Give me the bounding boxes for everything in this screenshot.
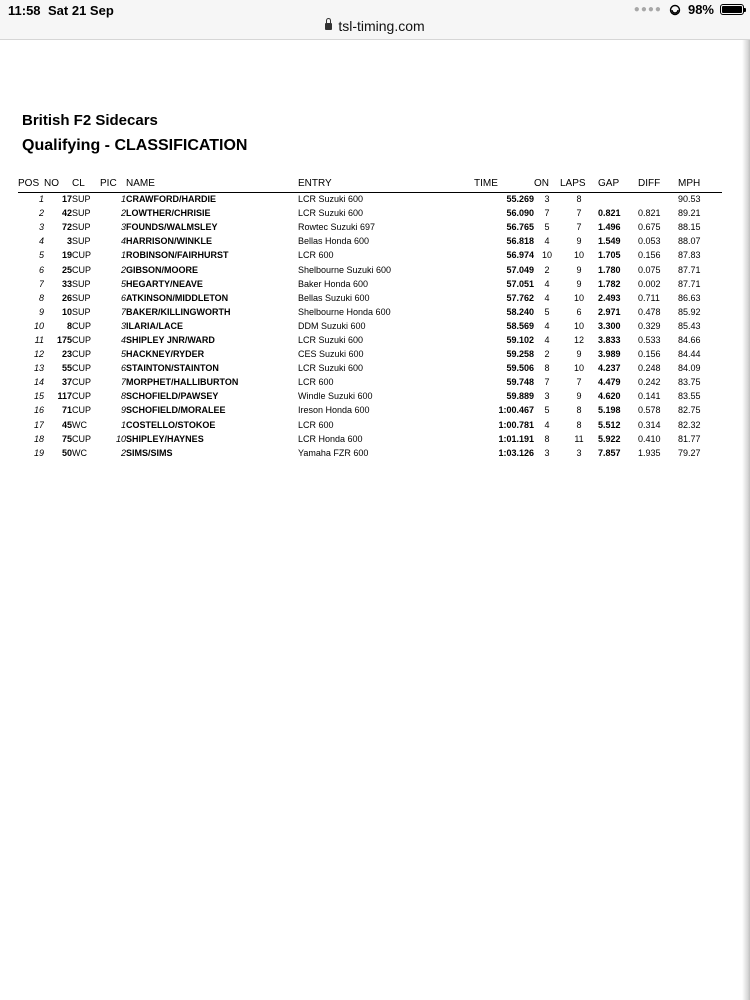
table-row xyxy=(18,347,722,361)
cell-cl: CUP xyxy=(72,349,92,360)
cell-gap xyxy=(598,192,638,206)
cell-entry: LCR 600 xyxy=(298,377,334,388)
cell-mph: 89.21 xyxy=(678,208,701,219)
table-row xyxy=(18,389,722,403)
cell-time: 55.269 xyxy=(506,194,534,205)
cell-pic: 9 xyxy=(120,405,126,416)
cell-cl: SUP xyxy=(72,292,91,303)
cell-pic: 2 xyxy=(120,447,126,458)
cell-gap: 3.833 xyxy=(598,334,621,345)
cell-mph: 83.55 xyxy=(678,391,701,402)
cell-entry: Shelbourne Suzuki 600 xyxy=(298,264,392,275)
cell-name: SCHOFIELD/PAWSEY xyxy=(126,391,219,402)
cell-gap: 1.780 xyxy=(598,264,621,275)
cell-on: 8 xyxy=(544,433,550,444)
table-row xyxy=(18,319,722,333)
cell-name: SHIPLEY JNR/WARD xyxy=(126,334,215,345)
status-time: 11:58 xyxy=(8,3,41,18)
cell-on: 4 xyxy=(544,419,550,430)
col-on: ON xyxy=(534,178,560,192)
cell-time: 59.258 xyxy=(506,349,534,360)
cell-time: 1:03.126 xyxy=(498,447,534,458)
cell-entry: LCR Honda 600 xyxy=(298,433,363,444)
cell-mph: 84.66 xyxy=(678,334,701,345)
cell-no: 42 xyxy=(61,208,72,219)
url-text: tsl-timing.com xyxy=(338,18,425,34)
cell-name: ATKINSON/MIDDLETON xyxy=(126,292,229,303)
table-row xyxy=(18,234,722,248)
cell-diff: 0.002 xyxy=(638,278,661,289)
cell-on: 7 xyxy=(544,208,550,219)
table-header-row xyxy=(18,178,722,192)
cell-name: LOWTHER/CHRISIE xyxy=(126,208,211,219)
address-bar[interactable] xyxy=(0,18,750,34)
cell-pos: 2 xyxy=(38,208,44,219)
table-row xyxy=(18,192,722,206)
cell-pos: 7 xyxy=(38,278,44,289)
cell-mph: 87.71 xyxy=(678,264,701,275)
table-row xyxy=(18,291,722,305)
cell-pos: 4 xyxy=(38,236,44,247)
battery-level xyxy=(722,6,742,13)
cell-entry: LCR Suzuki 600 xyxy=(298,194,364,205)
cell-mph: 85.43 xyxy=(678,320,701,331)
cell-on: 3 xyxy=(544,391,550,402)
col-cl: CL xyxy=(72,178,100,192)
cell-name: ILARIA/LACE xyxy=(126,320,183,331)
cell-cl: SUP xyxy=(72,222,91,233)
cell-on: 5 xyxy=(544,306,550,317)
cell-time: 57.049 xyxy=(506,264,534,275)
cell-time: 56.090 xyxy=(506,208,534,219)
cell-no: 33 xyxy=(61,278,72,289)
cell-pos: 8 xyxy=(38,292,44,303)
battery-percent: 98% xyxy=(687,2,714,17)
cell-time: 57.762 xyxy=(506,292,534,303)
cell-on: 2 xyxy=(544,264,550,275)
cell-gap: 3.300 xyxy=(598,320,621,331)
cell-pic: 5 xyxy=(120,278,126,289)
cell-cl: SUP xyxy=(72,194,91,205)
cell-diff: 0.578 xyxy=(638,405,661,416)
cell-laps: 7 xyxy=(576,377,582,388)
cell-pic: 5 xyxy=(120,349,126,360)
cell-pic: 1 xyxy=(120,419,126,430)
cell-laps: 8 xyxy=(576,194,582,205)
cell-no: 117 xyxy=(57,391,72,402)
cell-entry: Rowtec Suzuki 697 xyxy=(298,222,376,233)
cell-laps: 8 xyxy=(576,419,582,430)
do-not-disturb-icon xyxy=(668,4,682,16)
cell-gap: 1.705 xyxy=(598,250,621,261)
cell-on: 8 xyxy=(544,363,550,374)
cell-name: FOUNDS/WALMSLEY xyxy=(126,222,218,233)
table-row xyxy=(18,403,722,417)
table-row xyxy=(18,305,722,319)
cell-name: CRAWFORD/HARDIE xyxy=(126,194,216,205)
cell-pic: 3 xyxy=(120,320,126,331)
cell-gap: 3.989 xyxy=(598,349,621,360)
cell-time: 59.102 xyxy=(506,334,534,345)
cell-laps: 6 xyxy=(576,306,582,317)
cell-laps: 9 xyxy=(576,278,582,289)
cell-mph: 84.44 xyxy=(678,349,701,360)
cell-mph: 81.77 xyxy=(678,433,701,444)
cell-pos: 3 xyxy=(38,222,44,233)
cell-pos: 10 xyxy=(33,320,44,331)
cell-laps: 10 xyxy=(573,292,584,303)
cell-diff: 0.156 xyxy=(638,349,661,360)
cell-pic: 1 xyxy=(120,194,126,205)
cell-laps: 3 xyxy=(576,447,582,458)
cell-diff: 0.675 xyxy=(638,222,661,233)
cell-name: SCHOFIELD/MORALEE xyxy=(126,405,226,416)
cellular-signal-icon: ●●●● xyxy=(633,4,662,15)
table-row xyxy=(18,432,722,446)
cell-pos: 12 xyxy=(33,349,44,360)
cell-pic: 1 xyxy=(120,250,126,261)
cell-entry: LCR Suzuki 600 xyxy=(298,334,364,345)
cell-no: 10 xyxy=(61,306,72,317)
table-row xyxy=(18,220,722,234)
cell-mph: 84.09 xyxy=(678,363,701,374)
col-pic: PIC xyxy=(100,178,126,192)
cell-time: 56.818 xyxy=(506,236,534,247)
col-time: TIME xyxy=(474,178,534,192)
cell-pic: 4 xyxy=(120,236,126,247)
cell-no: 17 xyxy=(61,194,72,205)
cell-mph: 87.83 xyxy=(678,250,701,261)
cell-no: 19 xyxy=(61,250,72,261)
cell-diff: 0.248 xyxy=(638,363,661,374)
cell-gap: 4.620 xyxy=(598,391,621,402)
cell-entry: Windle Suzuki 600 xyxy=(298,391,373,402)
cell-pos: 11 xyxy=(34,334,44,345)
cell-time: 59.748 xyxy=(506,377,534,388)
cell-time: 56.974 xyxy=(506,250,534,261)
cell-no: 71 xyxy=(61,405,72,416)
cell-gap: 7.857 xyxy=(598,447,621,458)
cell-cl: CUP xyxy=(72,320,92,331)
cell-laps: 9 xyxy=(576,391,582,402)
cell-time: 59.889 xyxy=(506,391,534,402)
cell-entry: LCR Suzuki 600 xyxy=(298,208,364,219)
cell-on: 7 xyxy=(544,377,550,388)
cell-no: 50 xyxy=(61,447,72,458)
cell-diff: 0.533 xyxy=(638,334,661,345)
cell-diff: 0.478 xyxy=(638,306,661,317)
cell-no: 45 xyxy=(61,419,72,430)
cell-on: 5 xyxy=(544,405,550,416)
cell-diff xyxy=(638,192,678,206)
cell-name: HEGARTY/NEAVE xyxy=(126,278,203,289)
table-row xyxy=(18,206,722,220)
col-pos: POS xyxy=(18,178,44,192)
cell-diff: 0.314 xyxy=(638,419,661,430)
cell-gap: 1.782 xyxy=(598,278,621,289)
cell-cl: CUP xyxy=(72,405,92,416)
cell-pos: 14 xyxy=(33,377,44,388)
cell-diff: 0.821 xyxy=(638,208,661,219)
cell-laps: 10 xyxy=(573,250,584,261)
cell-on: 4 xyxy=(544,278,550,289)
cell-pic: 7 xyxy=(120,377,126,388)
cell-no: 72 xyxy=(61,222,72,233)
cell-entry: Bellas Honda 600 xyxy=(298,236,370,247)
cell-name: ROBINSON/FAIRHURST xyxy=(126,250,229,261)
cell-cl: SUP xyxy=(72,208,91,219)
cell-name: GIBSON/MOORE xyxy=(126,264,199,275)
cell-gap: 1.549 xyxy=(598,236,621,247)
cell-diff: 0.242 xyxy=(638,377,661,388)
cell-mph: 87.71 xyxy=(678,278,701,289)
cell-no: 26 xyxy=(61,292,72,303)
status-date: Sat 21 Sep xyxy=(48,3,114,18)
cell-time: 1:00.467 xyxy=(498,405,534,416)
cell-pos: 15 xyxy=(33,391,44,402)
cell-entry: Baker Honda 600 xyxy=(298,278,369,289)
cell-gap: 5.198 xyxy=(598,405,621,416)
cell-diff: 0.053 xyxy=(638,236,661,247)
cell-gap: 4.237 xyxy=(598,363,621,374)
cell-name: BAKER/KILLINGWORTH xyxy=(126,306,231,317)
cell-entry: CES Suzuki 600 xyxy=(298,349,364,360)
cell-cl: SUP xyxy=(72,278,91,289)
cell-no: 175 xyxy=(56,334,72,345)
cell-no: 25 xyxy=(61,264,72,275)
cell-pos: 19 xyxy=(33,447,44,458)
cell-on: 3 xyxy=(544,194,550,205)
cell-name: SHIPLEY/HAYNES xyxy=(126,433,204,444)
col-diff: DIFF xyxy=(638,178,678,192)
cell-diff: 0.711 xyxy=(638,292,660,303)
cell-no: 55 xyxy=(61,363,72,374)
cell-diff: 0.156 xyxy=(638,250,661,261)
cell-diff: 0.410 xyxy=(638,433,661,444)
table-row xyxy=(18,277,722,291)
cell-laps: 10 xyxy=(573,363,584,374)
cell-pic: 8 xyxy=(120,391,126,402)
cell-cl: CUP xyxy=(72,264,92,275)
cell-pic: 6 xyxy=(120,292,126,303)
table-row xyxy=(18,446,722,460)
cell-mph: 85.92 xyxy=(678,306,701,317)
col-name: NAME xyxy=(126,178,298,192)
cell-gap: 5.512 xyxy=(598,419,621,430)
cell-entry: LCR 600 xyxy=(298,250,334,261)
table-row xyxy=(18,375,722,389)
cell-cl: CUP xyxy=(72,250,92,261)
cell-on: 5 xyxy=(544,222,550,233)
cell-entry: DDM Suzuki 600 xyxy=(298,320,366,331)
cell-pos: 17 xyxy=(33,419,44,430)
cell-cl: WC xyxy=(72,419,87,430)
cell-pos: 18 xyxy=(33,433,44,444)
table-row xyxy=(18,418,722,432)
cell-no: 75 xyxy=(61,433,72,444)
table-row xyxy=(18,262,722,276)
cell-diff: 0.329 xyxy=(638,320,661,331)
cell-mph: 86.63 xyxy=(678,292,701,303)
cell-name: HARRISON/WINKLE xyxy=(126,236,212,247)
cell-time: 58.569 xyxy=(506,320,534,331)
cell-on: 3 xyxy=(544,447,550,458)
classification-table xyxy=(18,178,722,460)
cell-diff: 1.935 xyxy=(638,447,661,458)
cell-pic: 4 xyxy=(120,334,126,345)
cell-mph: 88.15 xyxy=(678,222,701,233)
cell-name: HACKNEY/RYDER xyxy=(126,349,205,360)
cell-pos: 16 xyxy=(33,405,44,416)
cell-laps: 10 xyxy=(573,320,584,331)
cell-time: 1:01.191 xyxy=(498,433,534,444)
table-row xyxy=(18,333,722,347)
cell-no: 23 xyxy=(61,349,72,360)
table-row xyxy=(18,248,722,262)
lock-icon xyxy=(325,23,332,30)
cell-gap: 0.821 xyxy=(598,208,621,219)
cell-entry: Bellas Suzuki 600 xyxy=(298,292,370,303)
cell-cl: CUP xyxy=(72,377,92,388)
cell-no: 3 xyxy=(66,236,72,247)
cell-cl: SUP xyxy=(72,236,91,247)
cell-pic: 7 xyxy=(120,306,126,317)
cell-laps: 12 xyxy=(573,334,584,345)
cell-pic: 10 xyxy=(115,433,126,444)
cell-pos: 5 xyxy=(38,250,44,261)
cell-time: 57.051 xyxy=(506,278,534,289)
cell-laps: 11 xyxy=(574,433,584,444)
status-icons xyxy=(634,2,744,17)
cell-gap: 2.971 xyxy=(598,306,621,317)
cell-entry: Yamaha FZR 600 xyxy=(298,447,369,458)
cell-time: 1:00.781 xyxy=(498,419,534,430)
cell-mph: 88.07 xyxy=(678,236,701,247)
cell-time: 56.765 xyxy=(506,222,534,233)
cell-laps: 7 xyxy=(576,222,582,233)
cell-on: 4 xyxy=(544,320,550,331)
cell-pic: 3 xyxy=(120,222,126,233)
col-gap: GAP xyxy=(598,178,638,192)
cell-mph: 82.75 xyxy=(678,405,701,416)
cell-time: 58.240 xyxy=(506,306,534,317)
cell-entry: LCR 600 xyxy=(298,419,334,430)
cell-pos: 9 xyxy=(38,306,44,317)
cell-time: 59.506 xyxy=(506,363,534,374)
cell-pic: 6 xyxy=(120,363,126,374)
cell-cl: CUP xyxy=(72,334,92,345)
cell-cl: WC xyxy=(72,447,87,458)
cell-entry: Ireson Honda 600 xyxy=(298,405,370,416)
cell-pic: 2 xyxy=(120,208,126,219)
cell-pic: 2 xyxy=(120,264,126,275)
cell-name: MORPHET/HALLIBURTON xyxy=(126,377,239,388)
cell-entry: Shelbourne Honda 600 xyxy=(298,306,391,317)
cell-on: 10 xyxy=(541,250,552,261)
cell-cl: CUP xyxy=(72,433,92,444)
cell-gap: 5.922 xyxy=(598,433,621,444)
cell-on: 4 xyxy=(544,292,550,303)
cell-on: 2 xyxy=(544,349,550,360)
cell-name: COSTELLO/STOKOE xyxy=(126,419,216,430)
cell-mph: 79.27 xyxy=(678,447,701,458)
cell-no: 37 xyxy=(61,377,72,388)
col-no: NO xyxy=(44,178,72,192)
col-laps: LAPS xyxy=(560,178,598,192)
cell-laps: 9 xyxy=(576,236,582,247)
cell-mph: 82.32 xyxy=(678,419,701,430)
battery-icon xyxy=(720,4,744,15)
cell-name: SIMS/SIMS xyxy=(126,447,173,458)
cell-name: STAINTON/STAINTON xyxy=(126,363,219,374)
cell-cl: CUP xyxy=(72,363,92,374)
cell-cl: SUP xyxy=(72,306,91,317)
cell-diff: 0.075 xyxy=(638,264,661,275)
session-title: Qualifying - CLASSIFICATION xyxy=(22,137,248,154)
cell-entry: LCR Suzuki 600 xyxy=(298,363,364,374)
cell-diff: 0.141 xyxy=(638,391,661,402)
cell-gap: 2.493 xyxy=(598,292,621,303)
cell-gap: 1.496 xyxy=(598,222,621,233)
cell-on: 4 xyxy=(544,236,550,247)
status-bar xyxy=(0,0,750,40)
cell-pos: 13 xyxy=(33,363,44,374)
page-edge-shadow xyxy=(742,40,750,1000)
cell-mph: 83.75 xyxy=(678,377,701,388)
cell-laps: 9 xyxy=(576,264,582,275)
cell-mph: 90.53 xyxy=(678,194,701,205)
cell-laps: 7 xyxy=(576,208,582,219)
cell-cl: CUP xyxy=(72,391,92,402)
cell-laps: 9 xyxy=(576,349,582,360)
table-body xyxy=(18,192,722,460)
cell-pos: 6 xyxy=(38,264,44,275)
cell-laps: 8 xyxy=(576,405,582,416)
col-entry: ENTRY xyxy=(298,178,474,192)
event-title: British F2 Sidecars xyxy=(22,112,158,129)
cell-pos: 1 xyxy=(38,194,44,205)
col-mph: MPH xyxy=(678,178,722,192)
cell-gap: 4.479 xyxy=(598,377,621,388)
table-row xyxy=(18,361,722,375)
cell-on: 4 xyxy=(544,334,550,345)
cell-no: 8 xyxy=(66,320,72,331)
